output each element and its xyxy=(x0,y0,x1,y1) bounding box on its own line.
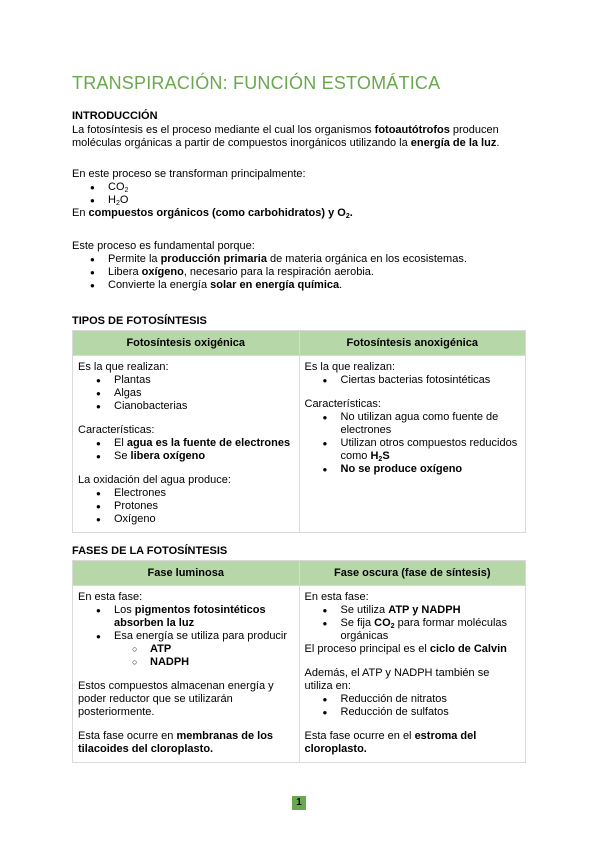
list-item: ● Ciertas bacterias fotosintéticas xyxy=(323,374,521,387)
list-item: ● Protones xyxy=(96,500,294,513)
list-item: ○ ATP xyxy=(132,643,294,656)
list-item: ● $CO_2$ xyxy=(90,181,532,194)
list-item: ● Convierte la energía solar en energía química. xyxy=(90,279,532,292)
list-item: ● Plantas xyxy=(96,374,294,387)
list-item: ● Se libera oxígeno xyxy=(96,450,294,463)
list-item: ● Los pigmentos fotosintéticos absorben la luz xyxy=(96,604,294,630)
transform-lead: En este proceso se transforman principalmente: xyxy=(72,168,306,180)
list-item: ● Permite la producción primaria de materia orgánica en los ecosistemas. xyxy=(90,253,532,266)
list-item: ● Oxígeno xyxy=(96,513,294,526)
table-header: Fotosíntesis oxigénica xyxy=(73,331,300,356)
list-item: ● Algas xyxy=(96,387,294,400)
list-item: ● Esa energía se utiliza para producir ○ ATP ○ NADPH xyxy=(96,630,294,669)
list-item: ● Se utiliza ATP y NADPH xyxy=(323,604,521,617)
list-item: ● Cianobacterias xyxy=(96,400,294,413)
transform-result: En compuestos orgánicos (como carbohidratos) y $O_2$. xyxy=(72,207,353,220)
list-item: ○ NADPH xyxy=(132,656,294,669)
page-number: 1 xyxy=(292,796,306,810)
list-item: ● Utilizan otros compuestos reducidos como $H_2S$ xyxy=(323,437,521,463)
intro-heading: INTRODUCCIÓN xyxy=(72,110,158,122)
tipos-table xyxy=(72,330,526,533)
list-item: ● No se produce oxígeno xyxy=(323,463,521,476)
list-item: ● El agua es la fuente de electrones xyxy=(96,437,294,450)
table-cell: En esta fase: ● Se utiliza ATP y NADPH ● Se fija $CO_2$ para formar moléculas orgánicas El proceso principal es el ciclo de Calvin Además, el ATP y NADPH también se utiliza en: ● Reducción de nitratos ● Reducción de sulfatos Esta fase ocurre en el estroma del cloroplasto. xyxy=(299,586,526,763)
fases-heading: FASES DE LA FOTOSÍNTESIS xyxy=(72,545,228,557)
intro-transform xyxy=(72,168,532,220)
list-item: ● Reducción de nitratos xyxy=(323,693,521,706)
fases-table xyxy=(72,560,526,763)
table-header: Fase oscura (fase de síntesis) xyxy=(299,561,526,586)
intro-importance xyxy=(72,240,532,292)
importance-lead: Este proceso es fundamental porque: xyxy=(72,240,255,252)
list-item: ● Se fija $CO_2$ para formar moléculas orgánicas xyxy=(323,617,521,643)
list-item: ● Reducción de sulfatos xyxy=(323,706,521,719)
table-cell: En esta fase: ● Los pigmentos fotosintéticos absorben la luz ● Esa energía se utiliza para producir ○ ATP ○ NADPH Estos compuestos almacenan energía y poder reductor que se utilizarán posteriormente. Esta fase ocurre en membranas de los tilacoides del cloroplasto. xyxy=(73,586,300,763)
page-title: TRANSPIRACIÓN: FUNCIÓN ESTOMÁTICA xyxy=(72,73,441,93)
table-cell: Es la que realizan: ● Ciertas bacterias fotosintéticas Características: ● No utilizan agua como fuente de electrones ● Utilizan otros compuestos reducidos como $H_2S$ ● No se produce oxígeno xyxy=(299,356,526,533)
table-header: Fase luminosa xyxy=(73,561,300,586)
intro-paragraph: La fotosíntesis es el proceso mediante el cual los organismos fotoautótrofos producen moléculas orgánicas a partir de compuestos inorgánicos utilizando la energía de la luz. xyxy=(72,124,500,149)
list-item: ● No utilizan agua como fuente de electrones xyxy=(323,411,521,437)
table-header: Fotosíntesis anoxigénica xyxy=(299,331,526,356)
list-item: ● $H_2O$ xyxy=(90,194,532,207)
tipos-heading: TIPOS DE FOTOSÍNTESIS xyxy=(72,315,207,327)
list-item: ● Electrones xyxy=(96,487,294,500)
table-cell: Es la que realizan: ● Plantas ● Algas ● Cianobacterias Características: ● El agua es la fuente de electrones ● Se libera oxígeno La oxidación del agua produce: ● Electrones ● Protones ● Oxígeno xyxy=(73,356,300,533)
list-item: ● Libera oxígeno, necesario para la respiración aerobia. xyxy=(90,266,532,279)
